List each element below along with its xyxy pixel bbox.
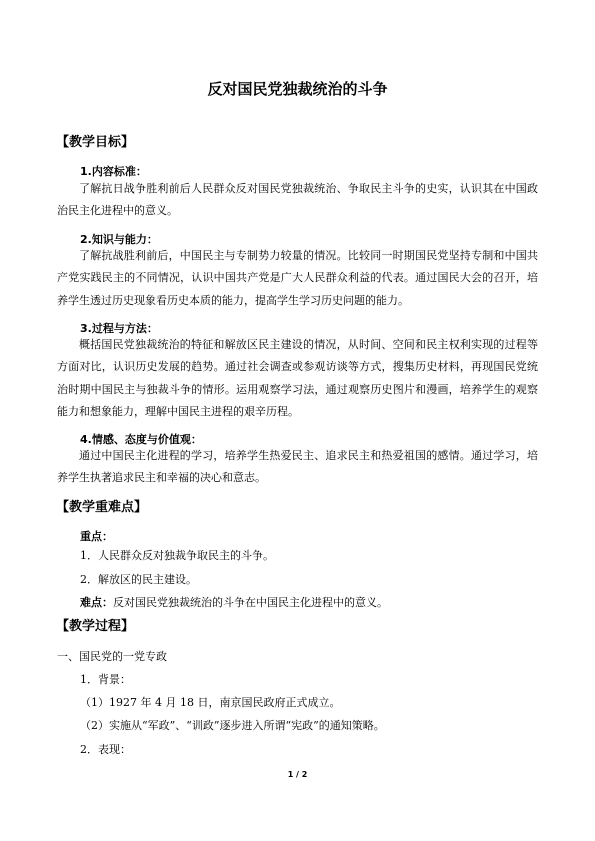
process-background-heading: 1．背景： [80, 673, 131, 686]
paragraph-knowledge-ability: 了解抗战胜利前后，中国民主与专制势力较量的情况。比较同一时期国民党坚持专制和中国共产党实践民主的不同情况，认识中国共产党是广大人民群众利益的代表。通过国民大会的召开，培养学生透过历史现象看历史本质的能力，提高学生学习历史问题的能力。 [57, 249, 538, 307]
label-focus: 重点： [80, 530, 113, 543]
process-performance-heading: 2．表现： [80, 743, 131, 756]
focus-item-2: 2．解放区的民主建设。 [80, 573, 197, 586]
heading-emotion-values: 4.情感、态度与价值观： [80, 433, 202, 446]
heading-process-method: 3.过程与方法： [80, 322, 158, 335]
heading-content-standard: 1.内容标准： [80, 165, 147, 178]
section-teaching-process: 【教学过程】 [56, 619, 135, 634]
process-background-item-2: （2）实施从“军政”、“训政”逐步进入所谓“宪政”的通知策略。 [80, 719, 385, 732]
process-background-item-1: （1）1927 年 4 月 18 日，南京国民政府正式成立。 [80, 696, 341, 709]
page-number: 1 / 2 [287, 770, 308, 779]
paragraph-emotion-values: 通过中国民主化进程的学习，培养学生热爱民主、追求民主和热爱祖国的感情。通过学习，培养学生执著追求民主和幸福的决心和意志。 [57, 449, 538, 485]
document-title: 反对国民党独裁统治的斗争 [207, 80, 388, 98]
difficulty-line [80, 594, 388, 610]
paragraph-content-standard: 了解抗日战争胜利前后人民群众反对国民党独裁统治、争取民主斗争的史实，认识其在中国政治民主化进程中的意义。 [57, 182, 538, 218]
process-part-1-heading: 一、国民党的一党专政 [57, 650, 167, 663]
difficulty-text: 反对国民党独裁统治的斗争在中国民主化进程中的意义。 [113, 596, 388, 609]
paragraph-process-method: 概括国民党独裁统治的特征和解放区民主建设的情况，从时间、空间和民主权利实现的过程等方面对比，认识历史发展的趋势。通过社会调查或参观访谈等方式，搜集历史材料，再现国民党统治时期中国民主与独裁斗争的情形。运用观察学习法，通过观察历史图片和漫画，培养学生的观察能力和想象能力，理解中国民主进程的艰辛历程。 [57, 338, 538, 418]
heading-knowledge-ability: 2.知识与能力： [80, 233, 158, 246]
focus-item-1: 1．人民群众反对独裁争取民主的斗争。 [80, 549, 274, 562]
section-key-difficult-points: 【教学重难点】 [56, 500, 148, 515]
label-difficulty: 难点： [80, 596, 113, 609]
section-teaching-goals: 【教学目标】 [56, 135, 135, 150]
